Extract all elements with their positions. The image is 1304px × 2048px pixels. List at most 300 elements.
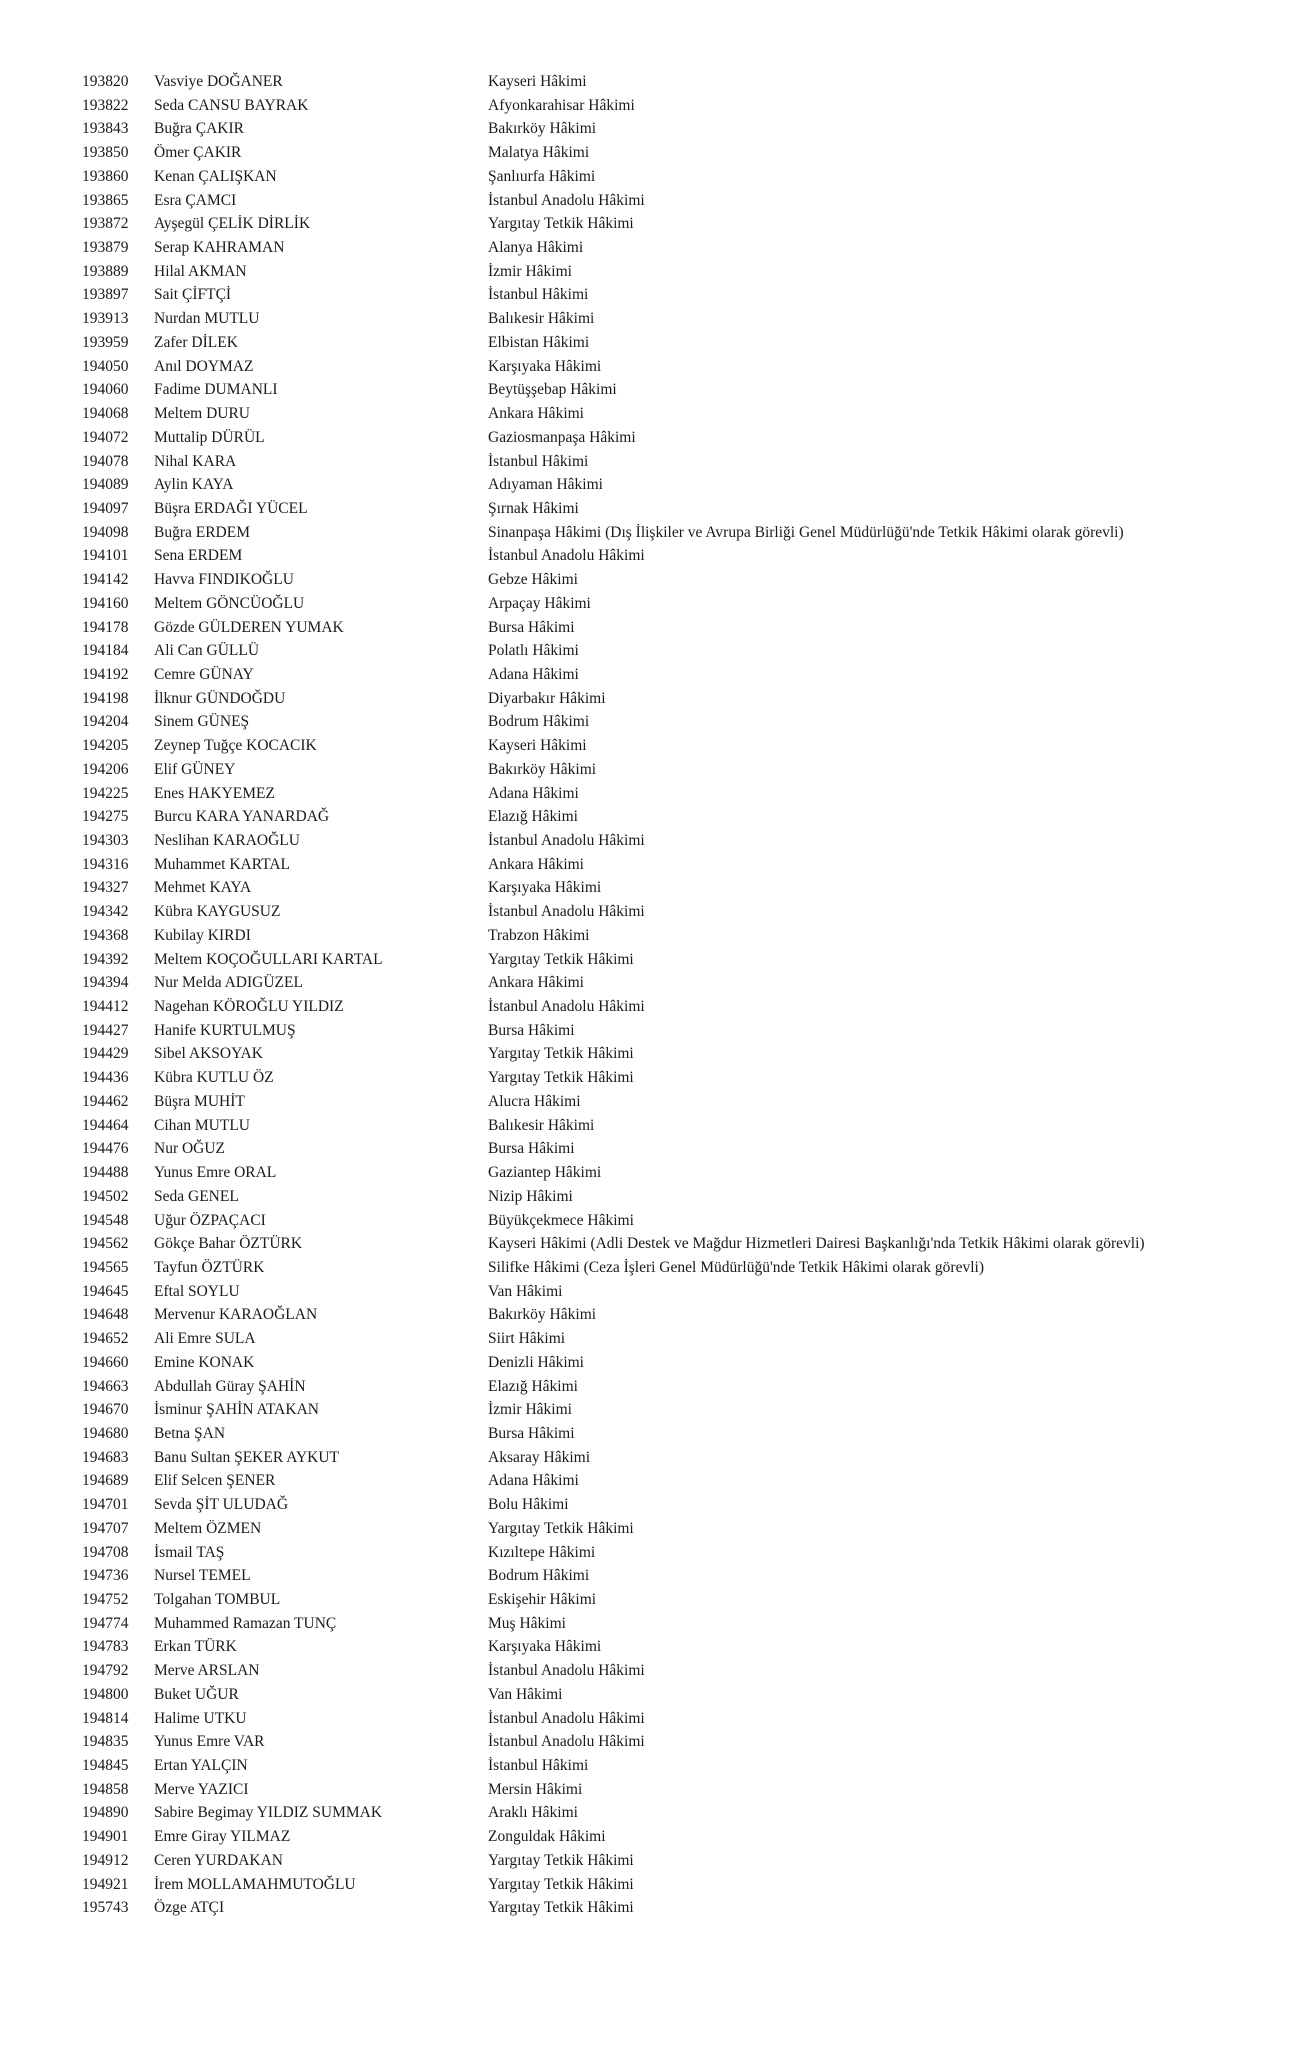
- assigned-post: Bodrum Hâkimi: [488, 713, 590, 731]
- assigned-post: Araklı Hâkimi: [488, 1804, 578, 1822]
- person-name: Kenan ÇALIŞKAN: [154, 167, 277, 185]
- list-item: [82, 1398, 1282, 1422]
- list-item: [82, 473, 1282, 497]
- record-number: 194858: [82, 1780, 129, 1798]
- list-item: [82, 1541, 1282, 1565]
- person-name: Cemre GÜNAY: [154, 665, 254, 683]
- assigned-post: Karşıyaka Hâkimi: [488, 1638, 602, 1656]
- assigned-post: Van Hâkimi: [488, 1685, 563, 1703]
- list-item: [82, 1256, 1282, 1280]
- list-item: [82, 687, 1282, 711]
- person-name: Banu Sultan ŞEKER AYKUT: [154, 1448, 340, 1466]
- list-item: [82, 544, 1282, 568]
- person-name: Buket UĞUR: [154, 1685, 239, 1703]
- list-item: [82, 141, 1282, 165]
- assigned-post: İstanbul Hâkimi: [488, 452, 589, 470]
- record-number: 194752: [82, 1591, 129, 1608]
- assigned-post: İstanbul Anadolu Hâkimi: [488, 998, 645, 1016]
- person-name: Muhammet KARTAL: [154, 855, 291, 873]
- record-number: 195743: [82, 1899, 129, 1917]
- person-name: Kübra KAYGUSUZ: [154, 903, 281, 921]
- record-number: 194275: [82, 808, 129, 826]
- list-item: [82, 592, 1282, 616]
- assigned-post: Eskişehir Hâkimi: [488, 1591, 597, 1608]
- assigned-post: Sinanpaşa Hâkimi (Dış İlişkiler ve Avrupa Birliği Genel Müdürlüğü'nde Tetkik Hâkimi olarak görevli): [488, 523, 1124, 541]
- list-item: [82, 212, 1282, 236]
- assigned-post: Adana Hâkimi: [488, 784, 579, 802]
- list-item: [82, 829, 1282, 853]
- person-name: Elif Selcen ŞENER: [154, 1472, 276, 1490]
- person-name: Emre Giray YILMAZ: [154, 1828, 291, 1846]
- record-number: 194303: [82, 832, 129, 849]
- record-number: 194562: [82, 1235, 129, 1253]
- person-name: Nur OĞUZ: [154, 1140, 226, 1158]
- person-name: Nur Melda ADIGÜZEL: [154, 974, 303, 992]
- record-number: 194464: [82, 1116, 129, 1134]
- list-item: [82, 117, 1282, 141]
- record-number: 194660: [82, 1353, 129, 1371]
- record-number: 194652: [82, 1330, 129, 1348]
- record-number: 194429: [82, 1045, 129, 1063]
- record-number: 194648: [82, 1306, 129, 1324]
- assigned-post: Kayseri Hâkimi: [488, 737, 587, 755]
- list-item: [82, 1612, 1282, 1636]
- list-item: [82, 853, 1282, 877]
- list-item: [82, 307, 1282, 331]
- assigned-post: İzmir Hâkimi: [488, 1401, 572, 1419]
- list-item: [82, 1280, 1282, 1304]
- list-item: [82, 1778, 1282, 1802]
- person-name: Abdullah Güray ŞAHİN: [154, 1377, 306, 1395]
- assigned-post: Yargıtay Tetkik Hâkimi: [488, 1519, 634, 1537]
- list-item: [82, 236, 1282, 260]
- record-number: 194912: [82, 1851, 129, 1869]
- assigned-post: Trabzon Hâkimi: [488, 926, 590, 944]
- assigned-post: İstanbul Anadolu Hâkimi: [488, 1662, 645, 1680]
- record-number: 194184: [82, 642, 129, 660]
- assigned-post: Yargıtay Tetkik Hâkimi: [488, 1851, 634, 1869]
- person-name: İsmail TAŞ: [154, 1543, 225, 1561]
- person-name: Kübra KUTLU ÖZ: [154, 1069, 274, 1087]
- assigned-post: Karşıyaka Hâkimi: [488, 879, 602, 897]
- assigned-post: Arpaçay Hâkimi: [488, 594, 591, 612]
- record-number: 194814: [82, 1709, 129, 1727]
- person-name: Ali Can GÜLLÜ: [154, 642, 260, 660]
- assigned-post: Nizip Hâkimi: [488, 1187, 573, 1205]
- record-number: 193959: [82, 333, 129, 351]
- person-name: Seda GENEL: [154, 1187, 239, 1205]
- person-name: Zeynep Tuğçe KOCACIK: [154, 737, 317, 755]
- list-item: [82, 260, 1282, 284]
- person-name: Cihan MUTLU: [154, 1116, 251, 1134]
- person-name: Özge ATÇI: [154, 1899, 225, 1917]
- list-item: [82, 1873, 1282, 1897]
- record-number: 194488: [82, 1164, 129, 1182]
- record-number: 194342: [82, 903, 129, 921]
- record-number: 194565: [82, 1258, 129, 1276]
- person-name: Büşra MUHİT: [154, 1092, 245, 1110]
- assigned-post: Yargıtay Tetkik Hâkimi: [488, 1875, 634, 1893]
- list-item: [82, 639, 1282, 663]
- assigned-post: Şırnak Hâkimi: [488, 499, 579, 517]
- assigned-post: Bakırköy Hâkimi: [488, 120, 597, 138]
- person-name: Meltem DURU: [154, 405, 251, 423]
- list-item: [82, 283, 1282, 307]
- list-item: [82, 1564, 1282, 1588]
- record-number: 194921: [82, 1875, 129, 1893]
- assigned-post: Ankara Hâkimi: [488, 405, 584, 423]
- person-name: Ertan YALÇIN: [154, 1757, 248, 1775]
- assigned-post: Beytüşşebap Hâkimi: [488, 381, 617, 399]
- list-item: [82, 189, 1282, 213]
- assigned-post: Polatlı Hâkimi: [488, 642, 579, 660]
- list-item: [82, 1635, 1282, 1659]
- list-item: [82, 497, 1282, 521]
- person-name: Burcu KARA YANARDAĞ: [154, 808, 330, 826]
- list-item: [82, 426, 1282, 450]
- record-number: 194098: [82, 523, 129, 541]
- person-name: Tolgahan TOMBUL: [154, 1591, 281, 1608]
- person-name: Ali Emre SULA: [154, 1330, 256, 1348]
- person-name: Sait ÇİFTÇİ: [154, 286, 232, 304]
- assigned-post: Yargıtay Tetkik Hâkimi: [488, 215, 634, 233]
- list-item: [82, 782, 1282, 806]
- assigned-post: İstanbul Anadolu Hâkimi: [488, 903, 645, 921]
- list-item: [82, 1137, 1282, 1161]
- list-item: [82, 758, 1282, 782]
- assigned-post: Yargıtay Tetkik Hâkimi: [488, 1899, 634, 1917]
- list-item: [82, 1066, 1282, 1090]
- assigned-post: Mersin Hâkimi: [488, 1780, 583, 1798]
- assigned-post: Aksaray Hâkimi: [488, 1448, 591, 1466]
- list-item: [82, 1161, 1282, 1185]
- list-item: [82, 995, 1282, 1019]
- list-item: [82, 1588, 1282, 1612]
- person-name: Vasviye DOĞANER: [154, 73, 283, 90]
- record-number: 194462: [82, 1092, 129, 1110]
- record-number: 194502: [82, 1187, 129, 1205]
- list-item: [82, 1232, 1282, 1256]
- person-name: İrem MOLLAMAHMUTOĞLU: [154, 1875, 356, 1893]
- assigned-post: Van Hâkimi: [488, 1282, 563, 1300]
- record-number: 194178: [82, 618, 129, 636]
- person-name: Zafer DİLEK: [154, 333, 238, 351]
- record-number: 193865: [82, 191, 129, 209]
- list-item: [82, 734, 1282, 758]
- record-number: 194206: [82, 760, 129, 778]
- person-name: Havva FINDIKOĞLU: [154, 571, 294, 589]
- assigned-post: Karşıyaka Hâkimi: [488, 357, 602, 375]
- assigned-post: İstanbul Anadolu Hâkimi: [488, 547, 645, 565]
- person-name: Betna ŞAN: [154, 1424, 226, 1442]
- record-number: 194160: [82, 594, 129, 612]
- assigned-post: Yargıtay Tetkik Hâkimi: [488, 1045, 634, 1063]
- list-item: [82, 805, 1282, 829]
- person-name: Merve YAZICI: [154, 1780, 249, 1798]
- record-number: 194327: [82, 879, 129, 897]
- assigned-post: İstanbul Anadolu Hâkimi: [488, 1733, 645, 1751]
- assigned-post: Elazığ Hâkimi: [488, 1377, 578, 1395]
- list-item: [82, 663, 1282, 687]
- assigned-post: Büyükçekmece Hâkimi: [488, 1211, 634, 1229]
- record-number: 194774: [82, 1614, 129, 1632]
- record-number: 194392: [82, 950, 129, 968]
- record-number: 193879: [82, 239, 129, 257]
- list-item: [82, 1707, 1282, 1731]
- person-name: Serap KAHRAMAN: [154, 239, 285, 257]
- record-number: 194645: [82, 1282, 129, 1300]
- record-number: 194050: [82, 357, 129, 375]
- assigned-post: Adana Hâkimi: [488, 1472, 579, 1490]
- list-item: [82, 1849, 1282, 1873]
- list-item: [82, 355, 1282, 379]
- person-name: Fadime DUMANLI: [154, 381, 278, 399]
- assigned-post: İzmir Hâkimi: [488, 262, 572, 280]
- list-item: [82, 1042, 1282, 1066]
- list-item: [82, 1754, 1282, 1778]
- assigned-post: Silifke Hâkimi (Ceza İşleri Genel Müdürlüğü'nde Tetkik Hâkimi olarak görevli): [488, 1258, 984, 1276]
- person-name: Mervenur KARAOĞLAN: [154, 1306, 318, 1324]
- person-name: Büşra ERDAĞI YÜCEL: [154, 499, 308, 517]
- assigned-post: Elbistan Hâkimi: [488, 333, 590, 351]
- assigned-post: İstanbul Anadolu Hâkimi: [488, 832, 645, 849]
- list-item: [82, 378, 1282, 402]
- record-number: 194078: [82, 452, 129, 470]
- record-number: 194142: [82, 571, 129, 589]
- record-number: 194368: [82, 926, 129, 944]
- person-name: Uğur ÖZPAÇACI: [154, 1211, 266, 1229]
- assigned-post: Malatya Hâkimi: [488, 144, 590, 162]
- person-name: Seda CANSU BAYRAK: [154, 96, 309, 114]
- record-number: 194680: [82, 1424, 129, 1442]
- assigned-post: Kayseri Hâkimi (Adli Destek ve Mağdur Hizmetleri Dairesi Başkanlığı'nda Tetkik Hâkimi olarak görevli): [488, 1235, 1145, 1253]
- person-name: Meltem GÖNCÜOĞLU: [154, 594, 305, 612]
- record-number: 193850: [82, 144, 129, 162]
- list-item: [82, 1730, 1282, 1754]
- person-name: Sena ERDEM: [154, 547, 243, 565]
- person-name: Ceren YURDAKAN: [154, 1851, 284, 1869]
- list-item: [82, 521, 1282, 545]
- assigned-post: Balıkesir Hâkimi: [488, 1116, 595, 1134]
- assigned-post: Bakırköy Hâkimi: [488, 1306, 597, 1324]
- person-name: Eftal SOYLU: [154, 1282, 240, 1300]
- person-name: Kubilay KIRDI: [154, 926, 251, 944]
- list-item: [82, 1825, 1282, 1849]
- assigned-post: Bursa Hâkimi: [488, 1424, 575, 1442]
- person-name: Aylin KAYA: [154, 476, 234, 494]
- record-number: 193872: [82, 215, 129, 233]
- record-number: 193843: [82, 120, 129, 138]
- list-item: [82, 1493, 1282, 1517]
- person-name: Muhammed Ramazan TUNÇ: [154, 1614, 337, 1632]
- list-item: [82, 1896, 1282, 1920]
- assigned-post: Adıyaman Hâkimi: [488, 476, 603, 494]
- person-name: Elif GÜNEY: [154, 760, 236, 778]
- list-item: [82, 876, 1282, 900]
- list-item: [82, 331, 1282, 355]
- assigned-post: Bursa Hâkimi: [488, 1140, 575, 1158]
- list-item: [82, 616, 1282, 640]
- record-number: 194198: [82, 689, 129, 707]
- list-item: [82, 1659, 1282, 1683]
- assigned-post: Denizli Hâkimi: [488, 1353, 584, 1371]
- list-item: [82, 1469, 1282, 1493]
- assigned-post: Alucra Hâkimi: [488, 1092, 581, 1110]
- record-number: 194427: [82, 1021, 129, 1039]
- assigned-post: Gaziosmanpaşa Hâkimi: [488, 428, 636, 446]
- record-number: 194800: [82, 1685, 129, 1703]
- person-name: Gökçe Bahar ÖZTÜRK: [154, 1235, 303, 1253]
- record-number: 194060: [82, 381, 129, 399]
- record-number: 193860: [82, 167, 129, 185]
- record-number: 194683: [82, 1448, 129, 1466]
- person-name: Yunus Emre VAR: [154, 1733, 265, 1751]
- record-number: 194089: [82, 476, 129, 494]
- list-item: [82, 1185, 1282, 1209]
- person-name: Halime UTKU: [154, 1709, 247, 1727]
- assigned-post: Siirt Hâkimi: [488, 1330, 566, 1348]
- record-number: 193822: [82, 96, 129, 114]
- person-name: Gözde GÜLDEREN YUMAK: [154, 618, 344, 636]
- list-item: [82, 900, 1282, 924]
- record-number: 194097: [82, 499, 129, 517]
- person-name: Enes HAKYEMEZ: [154, 784, 275, 802]
- assigned-post: Zonguldak Hâkimi: [488, 1828, 606, 1846]
- assigned-post: Kayseri Hâkimi: [488, 73, 587, 90]
- assigned-post: Gebze Hâkimi: [488, 571, 578, 589]
- assigned-post: Ankara Hâkimi: [488, 974, 584, 992]
- assigned-post: Bursa Hâkimi: [488, 618, 575, 636]
- list-item: [82, 1683, 1282, 1707]
- person-name: Nursel TEMEL: [154, 1567, 251, 1585]
- assigned-post: Bakırköy Hâkimi: [488, 760, 597, 778]
- list-item: [82, 1303, 1282, 1327]
- record-number: 194663: [82, 1377, 129, 1395]
- record-number: 194205: [82, 737, 129, 755]
- assigned-post: Yargıtay Tetkik Hâkimi: [488, 950, 634, 968]
- list-item: [82, 1446, 1282, 1470]
- record-number: 194204: [82, 713, 129, 731]
- person-name: Hanife KURTULMUŞ: [154, 1021, 296, 1039]
- list-item: [82, 1209, 1282, 1233]
- record-number: 194192: [82, 665, 129, 683]
- person-name: Anıl DOYMAZ: [154, 357, 254, 375]
- record-number: 194845: [82, 1757, 129, 1775]
- record-number: 193897: [82, 286, 129, 304]
- assigned-post: Şanlıurfa Hâkimi: [488, 167, 596, 185]
- person-name: Buğra ÇAKIR: [154, 120, 244, 138]
- list-item: [82, 971, 1282, 995]
- assigned-post: Ankara Hâkimi: [488, 855, 584, 873]
- record-number: 194225: [82, 784, 129, 802]
- record-number: 194394: [82, 974, 129, 992]
- assigned-post: İstanbul Hâkimi: [488, 1757, 589, 1775]
- record-number: 194707: [82, 1519, 129, 1537]
- person-name: Muttalip DÜRÜL: [154, 428, 265, 446]
- list-item: [82, 1422, 1282, 1446]
- list-item: [82, 1801, 1282, 1825]
- person-name: Nurdan MUTLU: [154, 310, 260, 328]
- list-item: [82, 1375, 1282, 1399]
- assigned-post: Diyarbakır Hâkimi: [488, 689, 606, 707]
- record-number: 194670: [82, 1401, 129, 1419]
- assigned-post: Kızıltepe Hâkimi: [488, 1543, 596, 1561]
- list-item: [82, 710, 1282, 734]
- assigned-post: Bodrum Hâkimi: [488, 1567, 590, 1585]
- list-item: [82, 568, 1282, 592]
- person-name: Sabire Begimay YILDIZ SUMMAK: [154, 1804, 383, 1822]
- record-number: 194072: [82, 428, 129, 446]
- assigned-post: Yargıtay Tetkik Hâkimi: [488, 1069, 634, 1087]
- person-name: Yunus Emre ORAL: [154, 1164, 277, 1182]
- record-number: 194068: [82, 405, 129, 423]
- person-name: Emine KONAK: [154, 1353, 255, 1371]
- record-number: 194835: [82, 1733, 129, 1751]
- person-name: İlknur GÜNDOĞDU: [154, 689, 286, 707]
- person-name: Buğra ERDEM: [154, 523, 251, 541]
- person-name: Meltem KOÇOĞULLARI KARTAL: [154, 950, 383, 968]
- person-name: Tayfun ÖZTÜRK: [154, 1258, 265, 1276]
- assigned-post: Elazığ Hâkimi: [488, 808, 578, 826]
- person-name: Ömer ÇAKIR: [154, 144, 242, 162]
- record-number: 194701: [82, 1496, 129, 1514]
- person-name: Meltem ÖZMEN: [154, 1519, 262, 1537]
- person-name: Nagehan KÖROĞLU YILDIZ: [154, 998, 344, 1016]
- assigned-post: Bursa Hâkimi: [488, 1021, 575, 1039]
- record-number: 194708: [82, 1543, 129, 1561]
- record-number: 194316: [82, 855, 129, 873]
- person-name: Merve ARSLAN: [154, 1662, 260, 1680]
- list-item: [82, 1327, 1282, 1351]
- person-name: Neslihan KARAOĞLU: [154, 832, 300, 849]
- list-item: [82, 165, 1282, 189]
- list-item: [82, 1090, 1282, 1114]
- record-number: 193889: [82, 262, 129, 280]
- record-number: 194689: [82, 1472, 129, 1490]
- record-number: 194736: [82, 1567, 129, 1585]
- record-number: 194783: [82, 1638, 129, 1656]
- person-name: İsminur ŞAHİN ATAKAN: [154, 1401, 319, 1419]
- record-number: 194412: [82, 998, 129, 1016]
- list-item: [82, 1019, 1282, 1043]
- list-item: [82, 70, 1282, 94]
- person-name: Mehmet KAYA: [154, 879, 252, 897]
- record-number: 194890: [82, 1804, 129, 1822]
- list-item: [82, 450, 1282, 474]
- assigned-post: İstanbul Anadolu Hâkimi: [488, 1709, 645, 1727]
- person-name: Sevda ŞİT ULUDAĞ: [154, 1496, 289, 1514]
- assigned-post: Bolu Hâkimi: [488, 1496, 569, 1514]
- person-name: Sinem GÜNEŞ: [154, 713, 250, 731]
- record-number: 194901: [82, 1828, 129, 1846]
- list-item: [82, 948, 1282, 972]
- assigned-post: Balıkesir Hâkimi: [488, 310, 595, 328]
- list-item: [82, 924, 1282, 948]
- assigned-post: İstanbul Anadolu Hâkimi: [488, 191, 645, 209]
- list-item: [82, 1114, 1282, 1138]
- assigned-post: Gaziantep Hâkimi: [488, 1164, 602, 1182]
- record-number: 194792: [82, 1662, 129, 1680]
- assigned-post: Alanya Hâkimi: [488, 239, 584, 257]
- record-number: 193820: [82, 73, 129, 90]
- record-number: 193913: [82, 310, 129, 328]
- appointment-list: [82, 70, 1282, 1920]
- record-number: 194436: [82, 1069, 129, 1087]
- record-number: 194101: [82, 547, 129, 565]
- assigned-post: Muş Hâkimi: [488, 1614, 566, 1632]
- person-name: Esra ÇAMCI: [154, 191, 237, 209]
- list-item: [82, 402, 1282, 426]
